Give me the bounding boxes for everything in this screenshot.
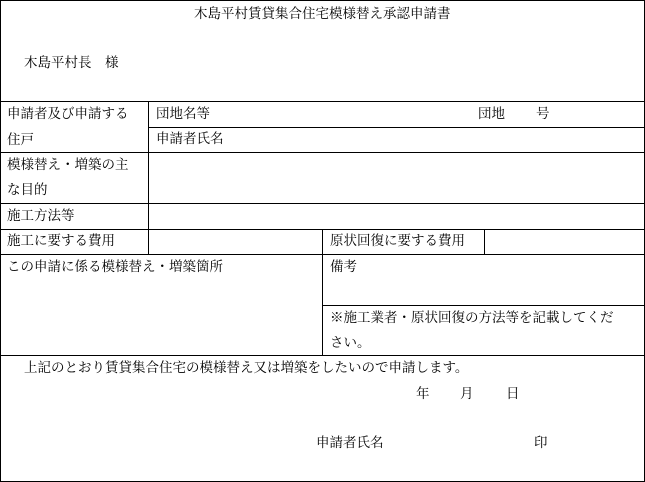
location-label: この申請に係る模様替え・増築箇所 (7, 259, 223, 275)
applicant-label-line1: 申請者及び申請する (7, 106, 129, 122)
divider (0, 355, 645, 356)
divider (148, 101, 149, 254)
footer-applicant-name-label: 申請者氏名 (316, 435, 384, 451)
form-title: 木島平村賃貸集合住宅模様替え承認申請書 (194, 6, 451, 22)
divider (148, 127, 645, 128)
restoration-cost-label: 原状回復に要する費用 (330, 233, 465, 249)
divider (0, 101, 645, 102)
year-label: 年 (416, 386, 430, 402)
day-label: 日 (506, 386, 520, 402)
danchi-label: 団地 (478, 106, 505, 122)
divider (322, 229, 323, 355)
go-label: 号 (536, 106, 550, 122)
application-statement: 上記のとおり賃貸集合住宅の模様替え又は増築をしたいので申請します。 (24, 360, 469, 376)
divider (484, 229, 485, 254)
divider (0, 203, 645, 204)
purpose-label-line1: 模様替え・増築の主 (7, 157, 129, 173)
divider (322, 305, 645, 306)
applicant-label-line2: 住戸 (7, 132, 34, 148)
month-label: 月 (460, 386, 474, 402)
seal-mark: 印 (534, 435, 548, 451)
remarks-note-line2: さい。 (330, 335, 371, 351)
remarks-note-line1: ※施工業者・原状回復の方法等を記載してくだ (330, 310, 614, 326)
addressee: 木島平村長 様 (24, 55, 119, 71)
remarks-label: 備考 (330, 259, 357, 275)
applicant-name-label: 申請者氏名 (156, 131, 224, 147)
method-label: 施工方法等 (7, 208, 75, 224)
purpose-label-line2: な目的 (7, 182, 48, 198)
construction-cost-label: 施工に要する費用 (7, 233, 115, 249)
divider (0, 152, 645, 153)
danchi-name-label: 団地名等 (156, 106, 210, 122)
